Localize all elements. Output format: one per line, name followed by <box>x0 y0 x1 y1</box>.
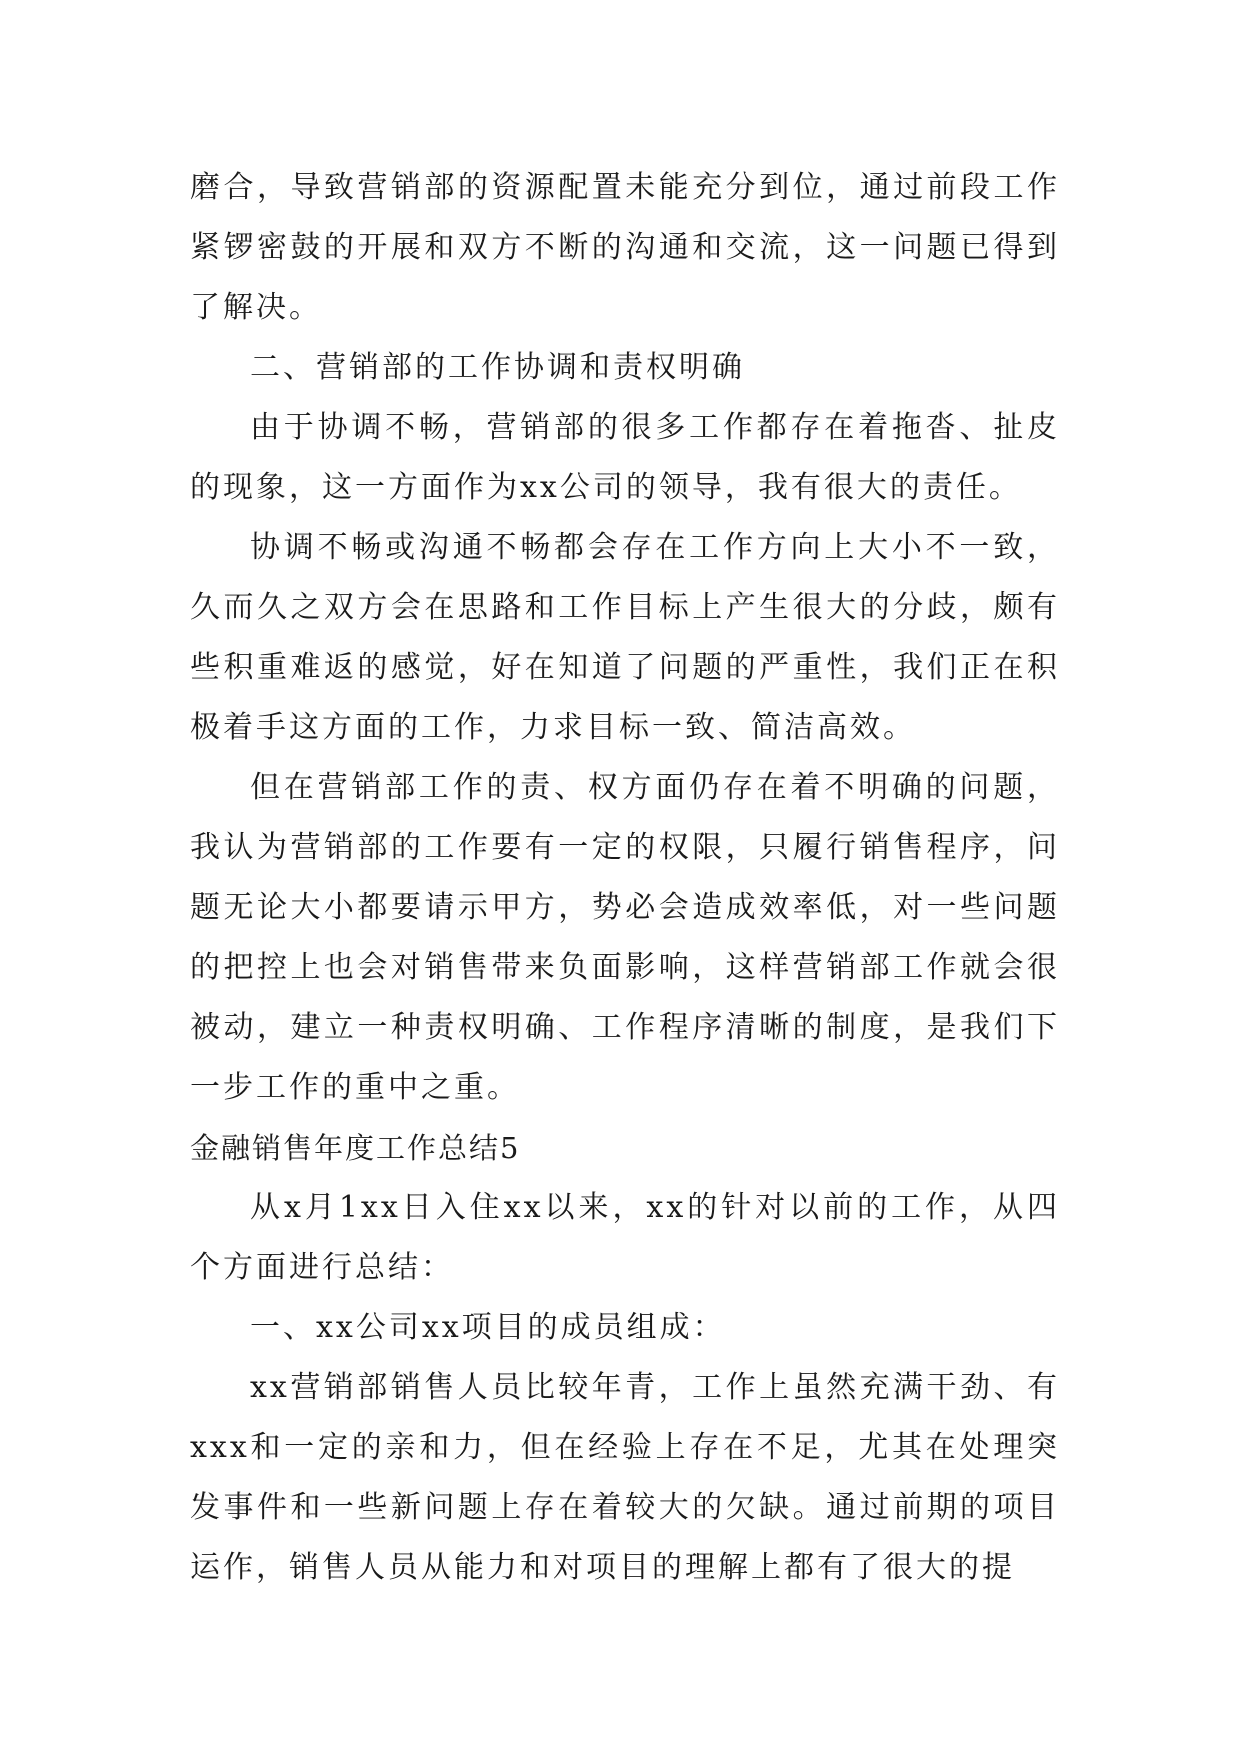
paragraph: 从x月1xx日入住xx以来，xx的针对以前的工作，从四个方面进行总结： <box>190 1190 1060 1285</box>
paragraph-continued: 磨合，导致营销部的资源配置未能充分到位，通过前段工作紧锣密鼓的开展和双方不断的沟通和交流，这一问题已得到了解决。 <box>190 170 1060 325</box>
document-body <box>190 158 1060 1598</box>
document-title: 金融销售年度工作总结5 <box>190 1131 521 1165</box>
paragraph: 协调不畅或沟通不畅都会存在工作方向上大小不一致，久而久之双方会在思路和工作目标上产生很大的分歧，颇有些积重难返的感觉，好在知道了问题的严重性，我们正在积极着手这方面的工作，力求目标一致、简洁高效。 <box>190 530 1060 745</box>
paragraph: xx营销部销售人员比较年青，工作上虽然充满干劲、有xxx和一定的亲和力，但在经验上存在不足，尤其在处理突发事件和一些新问题上存在着较大的欠缺。通过前期的项目运作，销售人员从能力和对项目的理解上都有了很大的提 <box>190 1370 1060 1585</box>
paragraph: 由于协调不畅，营销部的很多工作都存在着拖沓、扯皮的现象，这一方面作为xx公司的领导，我有很大的责任。 <box>190 410 1060 505</box>
paragraph: 但在营销部工作的责、权方面仍存在着不明确的问题，我认为营销部的工作要有一定的权限，只履行销售程序，问题无论大小都要请示甲方，势必会造成效率低，对一些问题的把控上也会对销售带来负面影响，这样营销部工作就会很被动，建立一种责权明确、工作程序清晰的制度，是我们下一步工作的重中之重。 <box>190 770 1060 1105</box>
section-heading-1: 一、xx公司xx项目的成员组成： <box>250 1310 726 1345</box>
section-heading-2: 二、营销部的工作协调和责权明确 <box>250 350 745 385</box>
